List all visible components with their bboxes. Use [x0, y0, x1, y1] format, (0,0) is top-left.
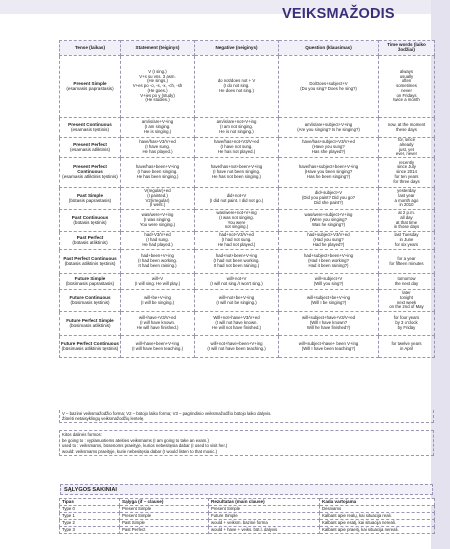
tense-name-lt: (būsimasis tęstinis): [70, 299, 110, 305]
time-words-cell: now, at the moment these days: [379, 118, 435, 138]
cond-header-if-clause: Sąlyga (if – clause): [120, 499, 209, 506]
cond-if-cell: Past Perfect: [120, 527, 209, 534]
statement-cell: have/has+been+V+ing (I have been singing. He has been singing.): [121, 158, 195, 188]
cond-main-cell: Present Simple: [209, 506, 320, 513]
question-cell: Do/Does+subject+V (Do you sing? Does he sing?): [279, 56, 379, 118]
conditionals-title: SĄLYGOS SAKINIAI: [60, 484, 433, 495]
tense-name-cell: [60, 118, 121, 138]
negative-cell: am/is/are+not+V+ing (I am not singing. He is not singing.): [195, 118, 279, 138]
statement-cell: will+have+V3/V+ed (I will have known. He will have finished.): [121, 312, 195, 336]
tense-row: [60, 250, 435, 274]
other-forms-3: would: veiksmams praeityje, kurie nebesitęsia dabar (I would listen to that music.): [62, 448, 217, 454]
question-cell: will+subject+have+ been V+ing (Will I have been teaching?): [279, 336, 379, 358]
tense-row: [60, 312, 435, 336]
tense-name: Future Perfect Simple: [66, 317, 114, 323]
question-cell: am/is/are+subject+V+ing (Are you singing? Is he singing?): [279, 118, 379, 138]
statement-cell: will+V (I will sing. He will play.): [121, 274, 195, 290]
statement-cell: had+V3/V+ed (I had sung. He had played.): [121, 232, 195, 250]
notes-line-1: V – bazinė veiksmažodžio forma; V2 – būtojo laiko forma; V3 – pagrindinio veiksmažodžio būtojo laiko dalyvis.: [62, 411, 272, 416]
time-words-cell: for a year for fifteen minutes: [379, 250, 435, 274]
tense-name-cell: [60, 250, 121, 274]
other-forms-1: be going to : vyplanuotiems ateities veiksmams (I am going to take an exam.): [62, 437, 209, 443]
question-cell: had+subject+been+V+ing (Had I been working? Had it been raining?): [279, 250, 379, 274]
question-cell: have/has+subject+been+V+ing (Have you been singing? Has he been singing?): [279, 158, 379, 188]
col-header-question: Question (klausimas): [279, 41, 379, 56]
conditionals-header-row: [60, 499, 435, 506]
time-words-cell: yesterday last year a month ago in 2010: [379, 188, 435, 210]
tense-name-lt: (būtasis atliktinis): [72, 239, 108, 245]
tense-row: [60, 138, 435, 158]
tense-row: [60, 336, 435, 358]
negative-cell: Will+not+have+V3/V+ed (I will not have known. He will not have finished.): [195, 312, 279, 336]
cond-if-cell: Present Simple: [120, 513, 209, 520]
cond-if-cell: Present Simple: [120, 506, 209, 513]
time-words-cell: for four years by 3 o'clock by Friday: [379, 312, 435, 336]
question-cell: had+subject+V3/V+ed (Had you sung? Had he played?): [279, 232, 379, 250]
statement-cell: was/were+V+ing (I was singing. You were singing.): [121, 210, 195, 232]
tense-name: Future Simple: [74, 275, 106, 281]
tense-name-lt: (būsimasis atliktinis): [69, 322, 111, 328]
tense-row: [60, 210, 435, 232]
tense-name-cell: [60, 56, 121, 118]
question-cell: will+subject+have+V3/V+ed (Will I have known? Will he have finished?): [279, 312, 379, 336]
statement-cell: will+be+V+ing (I will be singing.): [121, 290, 195, 312]
tense-name-cell: [60, 274, 121, 290]
question-cell: did+subject+V (Did you paint? Did you go? Did she paint?): [279, 188, 379, 210]
question-cell: will+subject+be+V+ing (Will I be singing?): [279, 290, 379, 312]
col-header-tense: Tense (laikas): [60, 41, 121, 56]
tense-row: [60, 118, 435, 138]
other-forms-title: Kitos dalinės formos:: [62, 432, 102, 437]
question-cell: was/were+subject+V+ing (Were you singing? Was he singing?): [279, 210, 379, 232]
conditional-row: [60, 513, 435, 520]
time-words-cell: at 2 p.m. all day at that time in those days: [379, 210, 435, 232]
tense-name-lt: (būtasis paprastasis): [68, 197, 112, 203]
cond-type-cell: Type 3: [60, 527, 120, 534]
tense-row: [60, 290, 435, 312]
cond-usage-cell: Kalbant apie praeitį, kai situacija nereali.: [320, 527, 435, 534]
tense-name-lt: (būsimasis atliktinis tęstinis): [61, 345, 119, 351]
question-cell: have/has+subject+V3/V+ed (Have you sung? Has she played?): [279, 138, 379, 158]
tense-name-cell: [60, 210, 121, 232]
cond-header-type: Tipas: [60, 499, 120, 506]
tense-name: Past Simple: [76, 192, 104, 198]
other-forms-notes: [59, 430, 434, 456]
tense-name: Past Continuous: [71, 214, 109, 220]
tense-table: [59, 40, 435, 358]
statement-cell: will+have+been+V+ing (I will have been teaching.): [121, 336, 195, 358]
cond-usage-cell: Dėsniams: [320, 506, 435, 513]
tense-name-lt: (esamasis atliktinis tęstinis): [62, 173, 118, 179]
tense-table-header: [60, 41, 435, 56]
statement-cell: V (I sing.) V+s su vns. 3 asm. (He sings.) V+es po -o, -s, -x, -ch, -sh (He goes.) V+ies po y (study) (He studies.): [121, 56, 195, 118]
abbreviation-notes: [59, 410, 434, 423]
cond-usage-cell: Kalbant apie esatį, kai situacija nereali.: [320, 520, 435, 527]
tense-row: [60, 188, 435, 210]
tense-name-lt: (esamasis paprastasis): [66, 85, 114, 91]
notes-line-2: Žiūrėti netaisyklingų veiksmažodžių lentelę.: [62, 416, 145, 421]
cond-usage-cell: Kalbant apie realų, kai situacija reali.: [320, 513, 435, 520]
tense-name: Present Perfect: [73, 141, 107, 147]
tense-name: Past Perfect Continuous: [63, 255, 117, 261]
col-header-negative: Negative (neiginys): [195, 41, 279, 56]
tense-name-lt: (esamasis atliktinis): [69, 146, 111, 152]
negative-cell: have/has+not+V3/V+ed (I have not sung. He has not played.): [195, 138, 279, 158]
cond-main-cell: Future Simple: [209, 513, 320, 520]
tense-row: [60, 158, 435, 188]
tense-name: Present Perfect Continuous: [73, 164, 107, 175]
negative-cell: had+not+V3/V+ed (I had not sung. He had not played.): [195, 232, 279, 250]
negative-cell: had+not+been+V+ing (I had not been working. It had not been raining.): [195, 250, 279, 274]
statement-cell: had+been+V+ing (I had been working. It had been raining.): [121, 250, 195, 274]
tense-row: [60, 232, 435, 250]
tense-name-cell: [60, 188, 121, 210]
tense-name-cell: [60, 232, 121, 250]
tense-name-cell: [60, 312, 121, 336]
tense-name: Future Perfect Continuous: [61, 340, 119, 346]
tense-name-cell: [60, 158, 121, 188]
cond-main-cell: would + have + veiks. būt.l. dalyvis: [209, 527, 320, 534]
cond-main-cell: would + veiksm. bazinė forma: [209, 520, 320, 527]
cond-type-cell: Type 0: [60, 506, 120, 513]
time-words-cell: later tonight next week on the 2nd of May: [379, 290, 435, 312]
col-header-time-words: Time words (laiko žodžiai): [379, 41, 435, 56]
time-words-cell: for twelve years in April: [379, 336, 435, 358]
tense-row: [60, 56, 435, 118]
statement-cell: am/is/are+V+ing (I am singing. He is singing.): [121, 118, 195, 138]
statement-cell: V(regular)+ed (I painted.) V2(irregular) (I went.): [121, 188, 195, 210]
negative-cell: will+not+be+V+ing (I will not be singing.): [195, 290, 279, 312]
time-words-cell: always usually often sometimes never on Fridays twice a month: [379, 56, 435, 118]
tense-name-cell: [60, 336, 121, 358]
time-words-cell: tomorrow the next day: [379, 274, 435, 290]
tense-name: Present Simple: [73, 80, 107, 86]
conditionals-table: [59, 498, 435, 534]
conditional-row: [60, 527, 435, 534]
tense-row: [60, 274, 435, 290]
statement-cell: have/has+V3/V+ed (I have sung. He has played.): [121, 138, 195, 158]
tense-name: Present Continuous: [68, 121, 112, 127]
time-words-cell: last Tuesday in June for six years: [379, 232, 435, 250]
tense-name-lt: (būtasis tęstinis): [73, 219, 107, 225]
tense-name: Future Continuous: [69, 294, 111, 300]
col-header-statement: Statement (teiginys): [121, 41, 195, 56]
time-words-cell: for, since already just, yet ever, never: [379, 138, 435, 158]
question-cell: will+subject+V (Will you sing?): [279, 274, 379, 290]
negative-cell: will+not+V (I will not sing./I won't sing.): [195, 274, 279, 290]
cond-type-cell: Type 2: [60, 520, 120, 527]
conditional-row: [60, 506, 435, 513]
tense-name-lt: (esamasis tęstinis): [70, 126, 110, 132]
conditional-row: [60, 520, 435, 527]
cond-header-usage: Kada vartojama: [320, 499, 435, 506]
tense-name-cell: [60, 290, 121, 312]
cond-header-main-clause: Rezultatas (main clause): [209, 499, 320, 506]
negative-cell: have/has+not+been+V+ing (I have not been singing. He has not been singing.): [195, 158, 279, 188]
negative-cell: do not/does not + V (I do not sing. He does not sing.): [195, 56, 279, 118]
negative-cell: was/were+not+V+ing (I was not singing. You were not singing.): [195, 210, 279, 232]
tense-name-lt: (būtasis atliktinis tęstinis): [64, 260, 116, 266]
other-forms-2: used to : veiksmams, būsenoms praeityje, kurios nebesitęsia dabar (I used to visit her.): [62, 443, 228, 449]
time-words-cell: recently since July since 2014 for ten years for three days: [379, 158, 435, 188]
cond-type-cell: Type 1: [60, 513, 120, 520]
page-title: VEIKSMAŽODIS: [282, 6, 395, 22]
negative-cell: will+not+have+been+V+ing (I will not have been teaching.): [195, 336, 279, 358]
tense-name-lt: (būsimasis paprastasis): [65, 280, 115, 286]
tense-name: Past Perfect: [76, 234, 104, 240]
tense-name-cell: [60, 138, 121, 158]
cond-if-cell: Past Simple: [120, 520, 209, 527]
negative-cell: did+not+V (I did not paint. I did not go.): [195, 188, 279, 210]
